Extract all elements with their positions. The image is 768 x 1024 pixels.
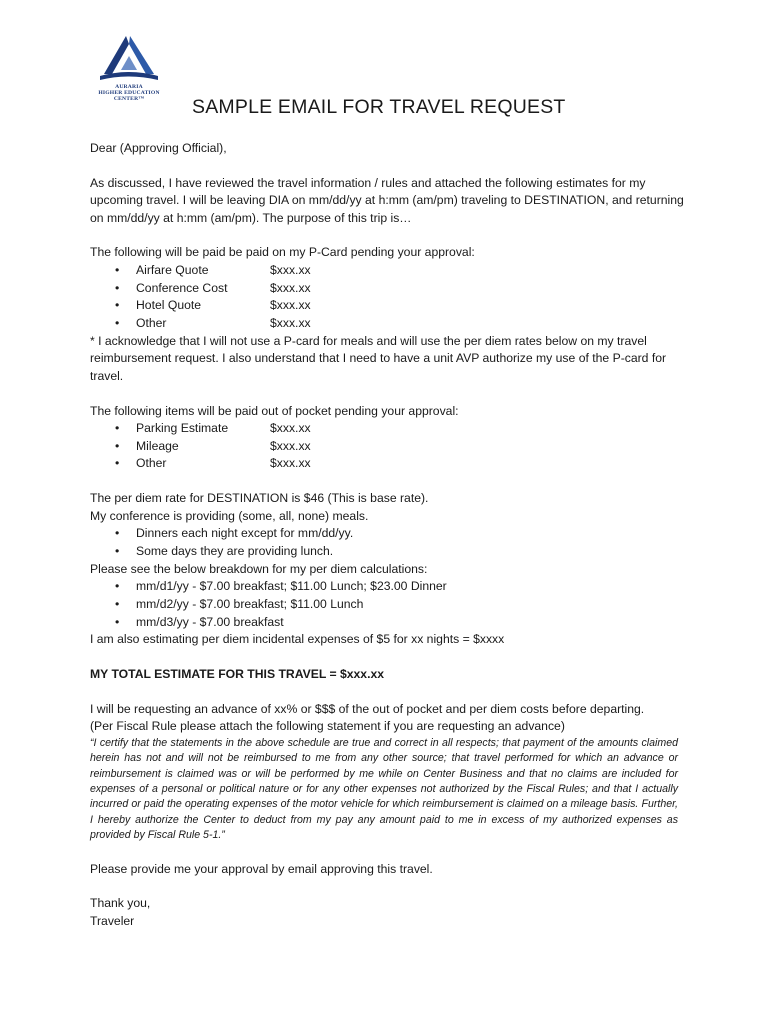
- signature: Traveler: [90, 913, 135, 928]
- logo-text: AURARIA HIGHER EDUCATION CENTER™: [98, 84, 160, 103]
- pcard-list: [90, 262, 690, 333]
- list-item: • Mileage $xxx.xx: [115, 438, 311, 453]
- pcard-heading: The following will be paid be paid on my P-Card pending your approval:: [90, 245, 475, 260]
- approval-request: Please provide me your approval by email approving this travel.: [90, 861, 433, 876]
- list-item: • Airfare Quote $xxx.xx: [115, 262, 311, 277]
- email-body: [90, 140, 690, 930]
- page-title: SAMPLE EMAIL FOR TRAVEL REQUEST: [192, 96, 566, 118]
- auraria-logo: [86, 32, 172, 118]
- list-item: • mm/d3/yy - $7.00 breakfast: [115, 614, 284, 629]
- fiscal-rule-note: (Per Fiscal Rule please attach the following statement if you are requesting an advance): [90, 719, 565, 734]
- pcard-acknowledgement: * I acknowledge that I will not use a P-card for meals and will use the per diem rates below on my travel reimbursement request. I also understand that I need to have a unit AVP authorize my use of the P-card for travel.: [90, 333, 667, 383]
- breakdown-heading: Please see the below breakdown for my per diem calculations:: [90, 561, 428, 576]
- list-item: • Parking Estimate $xxx.xx: [115, 421, 311, 436]
- conference-meals: My conference is providing (some, all, none) meals.: [90, 508, 369, 523]
- list-item: • Some days they are providing lunch.: [115, 544, 334, 559]
- intro-paragraph: As discussed, I have reviewed the travel information / rules and attached the following estimates for my upcoming travel. I will be leaving DIA on mm/dd/yy at h:mm (am/pm) traveling to DESTINATION, and returning on mm/dd/yy at h:mm (am/pm). The purpose of this trip is…: [90, 175, 684, 225]
- list-item: • Other $xxx.xx: [115, 316, 311, 331]
- signoff: Thank you,: [90, 896, 151, 911]
- list-item: • Other $xxx.xx: [115, 456, 311, 471]
- list-item: • mm/d2/yy - $7.00 breakfast; $11.00 Lunch: [115, 597, 364, 611]
- out-of-pocket-heading: The following items will be paid out of pocket pending your approval:: [90, 403, 459, 418]
- list-item: • Hotel Quote $xxx.xx: [115, 298, 311, 313]
- meal-notes-list: [90, 525, 690, 560]
- breakdown-list: [90, 578, 690, 631]
- list-item: • mm/d1/yy - $7.00 breakfast; $11.00 Lunch; $23.00 Dinner: [115, 579, 447, 594]
- certification-statement: “I certify that the statements in the above schedule are true and correct in all respects; that payment of the amounts claimed herein has not and will not be reimbursed to me from any other source; that travel performed for which an advance or reimbursement is claimed was or will be performed by me while on Center Business and that no claims are included for expenses of a personal or political nature or for any other expenses not authorized by the Fiscal Rules; and that I actually incurred or paid the operating expenses of the motor vehicle for which reimbursement is claimed on a mileage basis. Further, I hereby authorize the Center to deduct from my pay any amount paid to me in excess of my authorized expenses as provided by Fiscal Rule 5-1.”: [90, 736, 678, 842]
- list-item: • Conference Cost $xxx.xx: [115, 280, 311, 295]
- out-of-pocket-list: [90, 420, 690, 473]
- incidental-expenses: I am also estimating per diem incidental expenses of $5 for xx nights = $xxxx: [90, 632, 505, 647]
- total-estimate: MY TOTAL ESTIMATE FOR THIS TRAVEL = $xxx.xx: [90, 666, 385, 681]
- per-diem-rate: The per diem rate for DESTINATION is $46 (This is base rate).: [90, 491, 429, 506]
- list-item: • Dinners each night except for mm/dd/yy.: [115, 526, 354, 541]
- logo-mark-icon: [86, 32, 172, 86]
- advance-request: I will be requesting an advance of xx% or $$$ of the out of pocket and per diem costs before departing.: [90, 701, 645, 716]
- salutation: Dear (Approving Official),: [90, 141, 227, 155]
